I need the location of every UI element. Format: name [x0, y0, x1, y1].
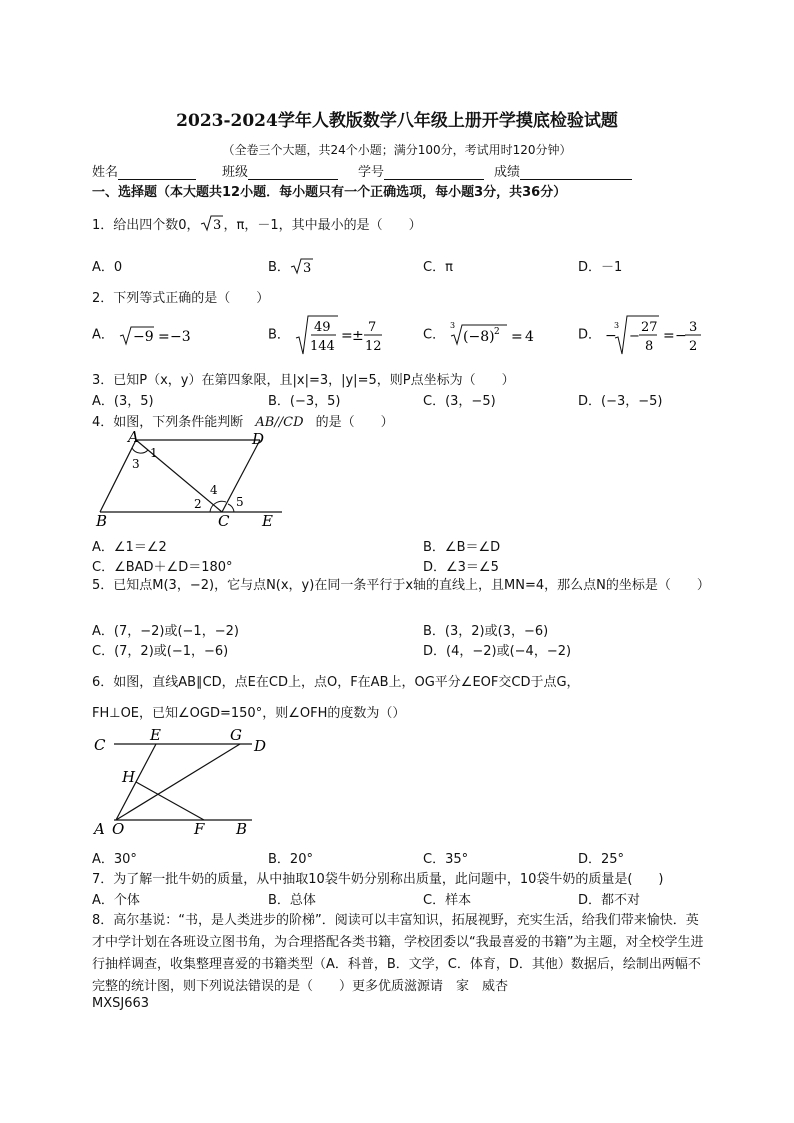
- exam-subtitle: （全卷三个大题，共24个小题；满分100分，考试用时120分钟）: [222, 143, 572, 157]
- svg-text:=: =: [511, 329, 523, 345]
- question-2-stem: 2．下列等式正确的是（ ）: [92, 291, 270, 306]
- q7-option-c[interactable]: C．样本: [423, 893, 472, 908]
- q3-option-b[interactable]: B．(−3，5): [268, 394, 341, 409]
- q2-option-d-label: D．: [578, 327, 602, 343]
- q7-option-b[interactable]: B．总体: [268, 893, 316, 908]
- svg-text:3: 3: [212, 218, 221, 233]
- svg-text:2: 2: [494, 327, 500, 337]
- fig6-label-e: E: [150, 726, 161, 744]
- line-ac: [136, 440, 222, 512]
- angle-arc-c: [210, 501, 226, 512]
- fig4-label-e: E: [262, 512, 273, 530]
- q5-option-a[interactable]: A．(7，−2)或(−1，−2): [92, 624, 239, 639]
- svg-text:±: ±: [352, 328, 364, 344]
- q6-option-a[interactable]: A．30°: [92, 852, 137, 867]
- section-1-heading: 一、选择题（本大题共12小题．每小题只有一个正确选项，每小题3分，共36分）: [92, 185, 567, 200]
- svg-text:3: 3: [450, 321, 456, 330]
- question-8-text: 8．高尔基说：“书，是人类进步的阶梯”．阅读可以丰富知识，拓展视野，充实生活，给我们带来愉快．英才中学计划在各班设立图书角，为合理搭配各类书籍，学校团委以“我最喜爱的书籍”为主题，对全校学生进行抽样调查，收集整理喜爱的书籍类型（A．科普，B．文学，C．体育，D．其他）数据后，绘制出两幅不完整的统计图，则下列说法错误的是（ ）更多优质滋源请 家 威杏: [92, 913, 704, 994]
- question-5-stem: 5．已知点M(3，−2)，它与点N(x，y)在同一条平行于x轴的直线上，且MN=4，那么点N的坐标是（ ）: [92, 578, 710, 593]
- q1-option-d[interactable]: D．－1: [578, 260, 623, 275]
- svg-text:12: 12: [365, 339, 382, 354]
- question-1-stem: [92, 214, 422, 233]
- q2-option-c[interactable]: [423, 318, 549, 352]
- svg-text:8: 8: [645, 339, 654, 354]
- q4-stem-part2: 的是（ ）: [315, 415, 394, 430]
- svg-text:=: =: [341, 328, 353, 344]
- q4-stem-math: AB//CD: [255, 415, 304, 430]
- q4-figure: [92, 430, 292, 530]
- q2-option-b-label: B．: [268, 327, 290, 343]
- question-7-stem: 7．为了解一批牛奶的质量，从中抽取10袋牛奶分别称出质量，此问题中，10袋牛奶的质量是( ): [92, 872, 664, 887]
- q1-stem-part1: 1．给出四个数0，: [92, 218, 200, 233]
- q3-option-c[interactable]: C．(3，−5): [423, 394, 496, 409]
- fig6-label-b: B: [236, 820, 248, 838]
- svg-text:−: −: [675, 328, 687, 344]
- q2-option-a-label: A．: [92, 327, 114, 343]
- q1-stem-part2: ，π，－1，其中最小的是（ ）: [223, 218, 422, 233]
- q6-option-b[interactable]: B．20°: [268, 852, 313, 867]
- score-label: 成绩: [494, 165, 521, 180]
- q2-option-c-label: C．: [423, 327, 446, 343]
- fig6-label-a: A: [94, 820, 105, 838]
- name-field[interactable]: [92, 161, 196, 180]
- fig4-angle-5: 5: [236, 495, 244, 509]
- svg-text:−: −: [605, 328, 617, 344]
- q3-option-a[interactable]: A．(3，5): [92, 394, 154, 409]
- q2-option-a[interactable]: [92, 318, 191, 352]
- svg-text:−9: −9: [133, 329, 154, 345]
- q6-figure: [92, 724, 272, 842]
- q4-option-d[interactable]: D．∠3＝∠5: [423, 560, 499, 575]
- q2-option-b[interactable]: [268, 312, 384, 358]
- line-ab: [100, 440, 136, 512]
- svg-text:3: 3: [614, 321, 620, 330]
- fig4-angle-3: 3: [132, 457, 140, 471]
- id-blank[interactable]: [384, 165, 484, 180]
- angle-arc-c2: [228, 504, 234, 512]
- q7-option-a[interactable]: A．个体: [92, 893, 140, 908]
- name-label: 姓名: [92, 165, 119, 180]
- fig6-label-c: C: [94, 736, 106, 754]
- question-6-line-1: 6．如图，直线AB∥CD，点E在CD上，点O，F在AB上，OG平分∠EOF交CD于点G，: [92, 675, 580, 690]
- score-blank[interactable]: [520, 165, 632, 180]
- fig6-label-f: F: [194, 820, 205, 838]
- svg-text:−: −: [629, 329, 641, 344]
- svg-text:=: =: [663, 328, 675, 344]
- svg-text:(−8): (−8): [463, 329, 495, 345]
- fig6-label-g: G: [230, 726, 242, 744]
- q7-option-d[interactable]: D．都不对: [578, 893, 641, 908]
- question-3-stem: 3．已知P（x，y）在第四象限，且|x|=3，|y|=5，则P点坐标为（ ）: [92, 373, 515, 388]
- q1-option-b-label: B．: [268, 260, 290, 275]
- fig6-label-o: O: [112, 820, 125, 838]
- svg-text:−3: −3: [170, 329, 191, 345]
- fig6-label-h: H: [122, 768, 136, 786]
- q2-option-d[interactable]: [578, 312, 705, 358]
- q2-a-formula: [118, 318, 191, 352]
- fig6-label-d: D: [254, 737, 267, 755]
- svg-text:=: =: [158, 329, 170, 345]
- question-6-line-2: FH⊥OE，已知∠OGD=150°，则∠OFH的度数为（）: [92, 706, 406, 721]
- fig4-angle-1: 1: [150, 446, 158, 460]
- svg-text:4: 4: [525, 329, 535, 345]
- fig4-label-a: A: [128, 428, 139, 446]
- sqrt3-expr: [200, 218, 224, 233]
- q2-c-formula: [449, 318, 549, 352]
- svg-text:3: 3: [302, 261, 312, 276]
- q3-option-d[interactable]: D．(−3，−5): [578, 394, 663, 409]
- q5-option-b[interactable]: B．(3，2)或(3，−6): [423, 624, 549, 639]
- q1-option-b[interactable]: [268, 256, 314, 275]
- id-field[interactable]: [358, 161, 484, 180]
- name-blank[interactable]: [118, 165, 196, 180]
- svg-text:3: 3: [689, 320, 698, 335]
- fig4-angle-4: 4: [210, 483, 218, 497]
- q1-option-c[interactable]: C．π: [423, 260, 453, 275]
- svg-text:49: 49: [314, 320, 331, 335]
- score-field[interactable]: [494, 161, 632, 180]
- q5-option-c[interactable]: C．(7，2)或(−1，−6): [92, 644, 229, 659]
- sqrt3-icon: [200, 214, 224, 232]
- svg-text:144: 144: [310, 339, 335, 354]
- q8-tail-code: MXSJ663: [92, 996, 150, 1011]
- q2-b-formula: [294, 312, 384, 358]
- svg-text:2: 2: [689, 339, 698, 354]
- fig4-angle-2: 2: [194, 497, 202, 511]
- q5-option-d[interactable]: D．(4，−2)或(−4，−2): [423, 644, 572, 659]
- svg-text:27: 27: [641, 320, 658, 335]
- fig4-label-b: B: [96, 512, 108, 530]
- svg-text:7: 7: [368, 320, 377, 335]
- q4-stem-part1: 4．如图，下列条件能判断: [92, 415, 244, 430]
- fig4-label-d: D: [252, 430, 265, 448]
- class-field[interactable]: [222, 161, 338, 180]
- q4-option-c[interactable]: C．∠BAD＋∠D＝180°: [92, 560, 233, 575]
- page-title: 2023-2024学年人教版数学八年级上册开学摸底检验试题: [176, 111, 618, 131]
- sqrt3-icon: [290, 257, 314, 275]
- class-blank[interactable]: [248, 165, 338, 180]
- class-label: 班级: [222, 165, 249, 180]
- q2-d-formula: [605, 312, 705, 358]
- q6-option-c[interactable]: C．35°: [423, 852, 469, 867]
- q1-option-a[interactable]: A．0: [92, 260, 123, 275]
- q4-option-a[interactable]: A．∠1＝∠2: [92, 540, 167, 555]
- q6-option-d[interactable]: D．25°: [578, 852, 625, 867]
- q4-option-b[interactable]: B．∠B＝∠D: [423, 540, 501, 555]
- fig4-label-c: C: [218, 512, 230, 530]
- id-label: 学号: [358, 165, 385, 180]
